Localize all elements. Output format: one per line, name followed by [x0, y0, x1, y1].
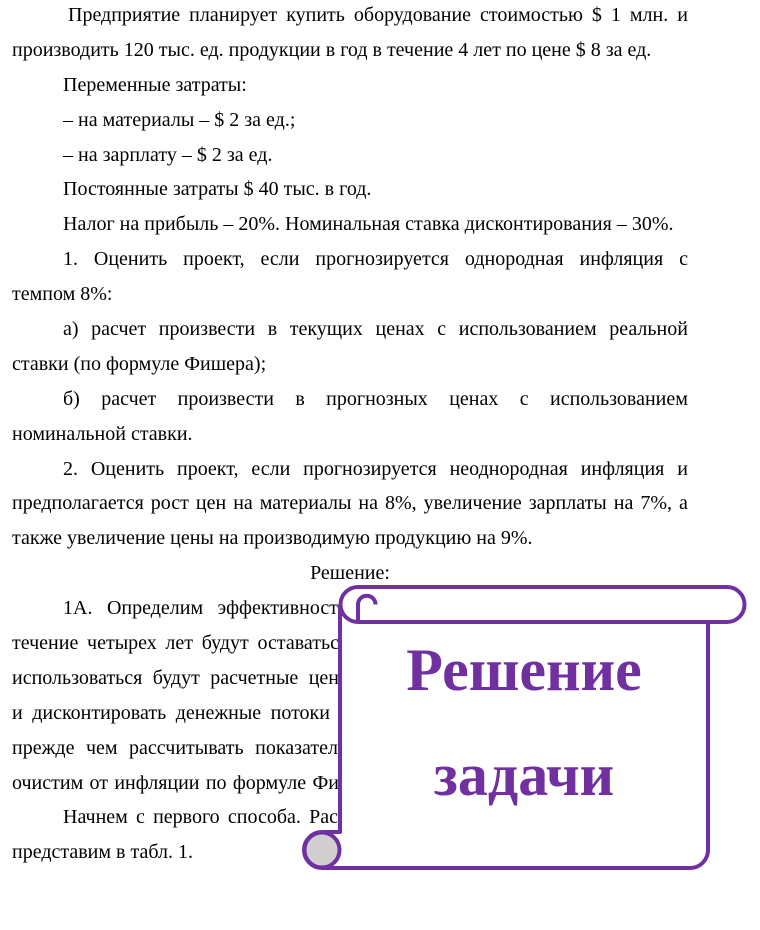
word: будут — [152, 666, 200, 689]
word: Предприятие — [68, 4, 181, 26]
word: показател — [255, 736, 338, 759]
problem-line: Налог на прибыль – 20%. Номинальная ставка дисконтирования – 30%. — [63, 213, 674, 236]
word: если — [251, 457, 291, 480]
word: реальной — [609, 318, 688, 341]
word: зарплаты — [528, 492, 607, 515]
word: прогнозируется — [315, 248, 449, 271]
word: по — [205, 771, 227, 794]
word: использованием — [550, 387, 688, 410]
word: расчетные — [210, 666, 299, 689]
word: в — [267, 318, 278, 341]
word: ценах — [449, 387, 499, 410]
scroll-banner-title-line1: Решение — [406, 637, 642, 703]
word: цен — [195, 492, 227, 515]
scroll-top-roll — [341, 587, 745, 622]
word: и — [677, 457, 688, 480]
word: оставатьс — [257, 632, 339, 655]
word: использованием — [458, 318, 597, 341]
word: чем — [85, 736, 118, 759]
scroll-bottom-curl — [305, 833, 340, 868]
word: и — [12, 701, 23, 724]
word: лет — [165, 632, 194, 655]
word: четырех — [87, 632, 157, 655]
word: однородная — [464, 248, 564, 271]
word: с — [519, 387, 529, 410]
word: увеличение — [423, 492, 522, 515]
problem-line: Переменные затраты: — [63, 73, 247, 96]
word: произвести — [177, 387, 274, 410]
word: 1 — [610, 4, 621, 26]
word: Рас — [309, 806, 338, 829]
word: с — [679, 248, 688, 271]
word: 1. — [63, 248, 78, 271]
word: прежде — [12, 736, 75, 759]
word: произвести — [158, 318, 256, 341]
word: если — [260, 248, 300, 271]
word: формуле — [232, 771, 307, 794]
word: эффективност — [217, 597, 338, 620]
word: оборудование — [353, 4, 472, 26]
word: расчет — [91, 318, 147, 341]
word: 1А. — [63, 597, 93, 620]
word: $ — [591, 4, 602, 26]
solution-heading: Решение: — [310, 562, 390, 585]
word: Фи — [312, 771, 339, 794]
word: от — [89, 771, 109, 794]
word: расчет — [101, 387, 157, 410]
word: очистим — [12, 771, 84, 794]
word: Оценить — [93, 248, 168, 271]
word: 8%, — [385, 492, 417, 515]
word: с — [136, 806, 145, 829]
word: рост — [150, 492, 189, 515]
problem-line: Постоянные затраты $ 40 тыс. в год. — [63, 178, 372, 201]
word: предполагается — [12, 492, 144, 515]
word: с — [437, 318, 447, 341]
word: проект, — [183, 248, 245, 271]
word: Определим — [106, 597, 204, 620]
problem-line: также увеличение цены на производимую продукцию на 9%. — [12, 527, 533, 550]
word: проект, — [176, 457, 239, 480]
word: прогнозных — [326, 387, 428, 410]
word: будут — [201, 632, 249, 655]
word: инфляция — [580, 457, 665, 480]
solution-line: представим в табл. 1. — [12, 841, 193, 864]
problem-line: производить 120 тыс. ед. продукции в год в течение 4 лет по цене $ 8 за ед. — [12, 38, 652, 61]
word: б) — [63, 387, 80, 410]
word: прогнозируется — [303, 457, 437, 480]
word: на — [613, 492, 634, 515]
word: купить — [286, 4, 345, 26]
word: первого — [153, 806, 220, 829]
word: на — [233, 492, 253, 515]
word: Оценить — [90, 457, 165, 480]
word: дисконтировать — [32, 701, 167, 724]
word: текущих — [289, 318, 363, 341]
word: потоки — [270, 701, 330, 724]
word: денежные — [175, 701, 262, 724]
scroll-banner-title-line2: задачи — [433, 742, 615, 808]
word: а — [678, 492, 688, 515]
problem-line: темпом 8%: — [12, 283, 113, 306]
word: инфляции — [114, 771, 200, 794]
word: использоваться — [12, 666, 143, 689]
problem-line: ставки (по формуле Фишера); — [12, 352, 267, 375]
word: планирует — [189, 4, 278, 26]
word: 2. — [63, 457, 78, 480]
word: Начнем — [63, 806, 128, 829]
word: неоднородная — [449, 457, 568, 480]
word: а) — [63, 318, 79, 341]
word: в — [295, 387, 305, 410]
word: ценах — [375, 318, 425, 341]
word: млн. — [629, 4, 669, 26]
word: цен — [308, 666, 339, 689]
word: на — [358, 492, 379, 515]
problem-line: номинальной ставки. — [12, 422, 193, 445]
word: инфляция — [579, 248, 664, 271]
problem-list-item: – на материалы – $ 2 за ед.; — [63, 108, 296, 131]
word: стоимостью — [480, 4, 583, 26]
word: рассчитывать — [129, 736, 244, 759]
word: 7%, — [640, 492, 672, 515]
problem-list-item: – на зарплату – $ 2 за ед. — [63, 143, 273, 166]
word: течение — [12, 632, 79, 655]
word: и — [677, 4, 688, 26]
word: способа. — [227, 806, 301, 829]
word: материалы — [259, 492, 352, 515]
